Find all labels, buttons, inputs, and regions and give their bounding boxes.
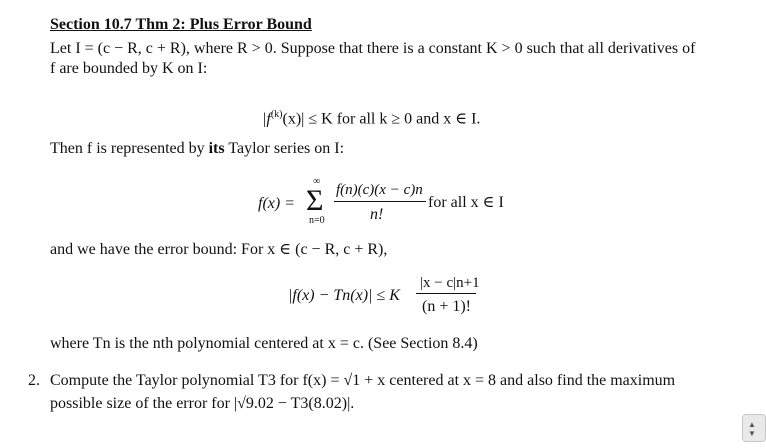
sum-upper-limit: ∞ xyxy=(313,176,321,187)
then-bold: its xyxy=(208,140,225,157)
paragraph-line-1: Let I = (c − R, c + R), where R > 0. Suppose that there is a constant K > 0 such that all derivatives of xyxy=(50,40,696,57)
sum-symbol: Σ xyxy=(306,184,324,217)
sum-lower-limit: n=0 xyxy=(309,215,325,226)
error-denominator: (n + 1)! xyxy=(422,298,472,315)
bound-lhs: |f xyxy=(262,110,271,128)
then-line xyxy=(50,139,344,159)
problem-number: 2. xyxy=(28,372,40,389)
paragraph-line-2: f are bounded by K on I: xyxy=(50,60,208,77)
bound-rhs: (x)| ≤ K for all k ≥ 0 and x ∈ I. xyxy=(282,110,481,128)
scroll-stepper[interactable] xyxy=(742,414,766,442)
then-post: Taylor series on I: xyxy=(224,140,345,157)
error-intro: and we have the error bound: For x ∈ (c − R, c + R), xyxy=(50,241,388,258)
error-fraction-bar xyxy=(416,293,476,294)
series-tail: for all x ∈ I xyxy=(428,194,504,211)
where-line: where Tn is the nth polynomial centered at x = c. (See Section 8.4) xyxy=(50,335,478,352)
scroll-down-icon[interactable]: ▼ xyxy=(748,429,756,438)
scroll-up-icon[interactable]: ▲ xyxy=(748,420,756,429)
section-title: Section 10.7 Thm 2: Plus Error Bound xyxy=(50,16,312,33)
problem-line-2: possible size of the error for |√9.02 − T3(8.02)|. xyxy=(50,395,355,412)
problem-line-1: Compute the Taylor polynomial T3 for f(x) = √1 + x centered at x = 8 and also find the maximum xyxy=(50,372,676,389)
bound-equation xyxy=(262,105,480,129)
series-numerator: f(n)(c)(x − c)n xyxy=(336,182,423,198)
error-lhs: |f(x) − Tn(x)| ≤ K xyxy=(288,287,400,304)
series-denominator: n! xyxy=(370,206,384,223)
series-lhs: f(x) = xyxy=(258,195,295,212)
error-numerator: |x − c|n+1 xyxy=(420,275,480,291)
then-pre: Then f is represented by xyxy=(50,140,209,157)
series-fraction-bar xyxy=(334,201,426,202)
bound-superscript: (k) xyxy=(270,109,283,120)
